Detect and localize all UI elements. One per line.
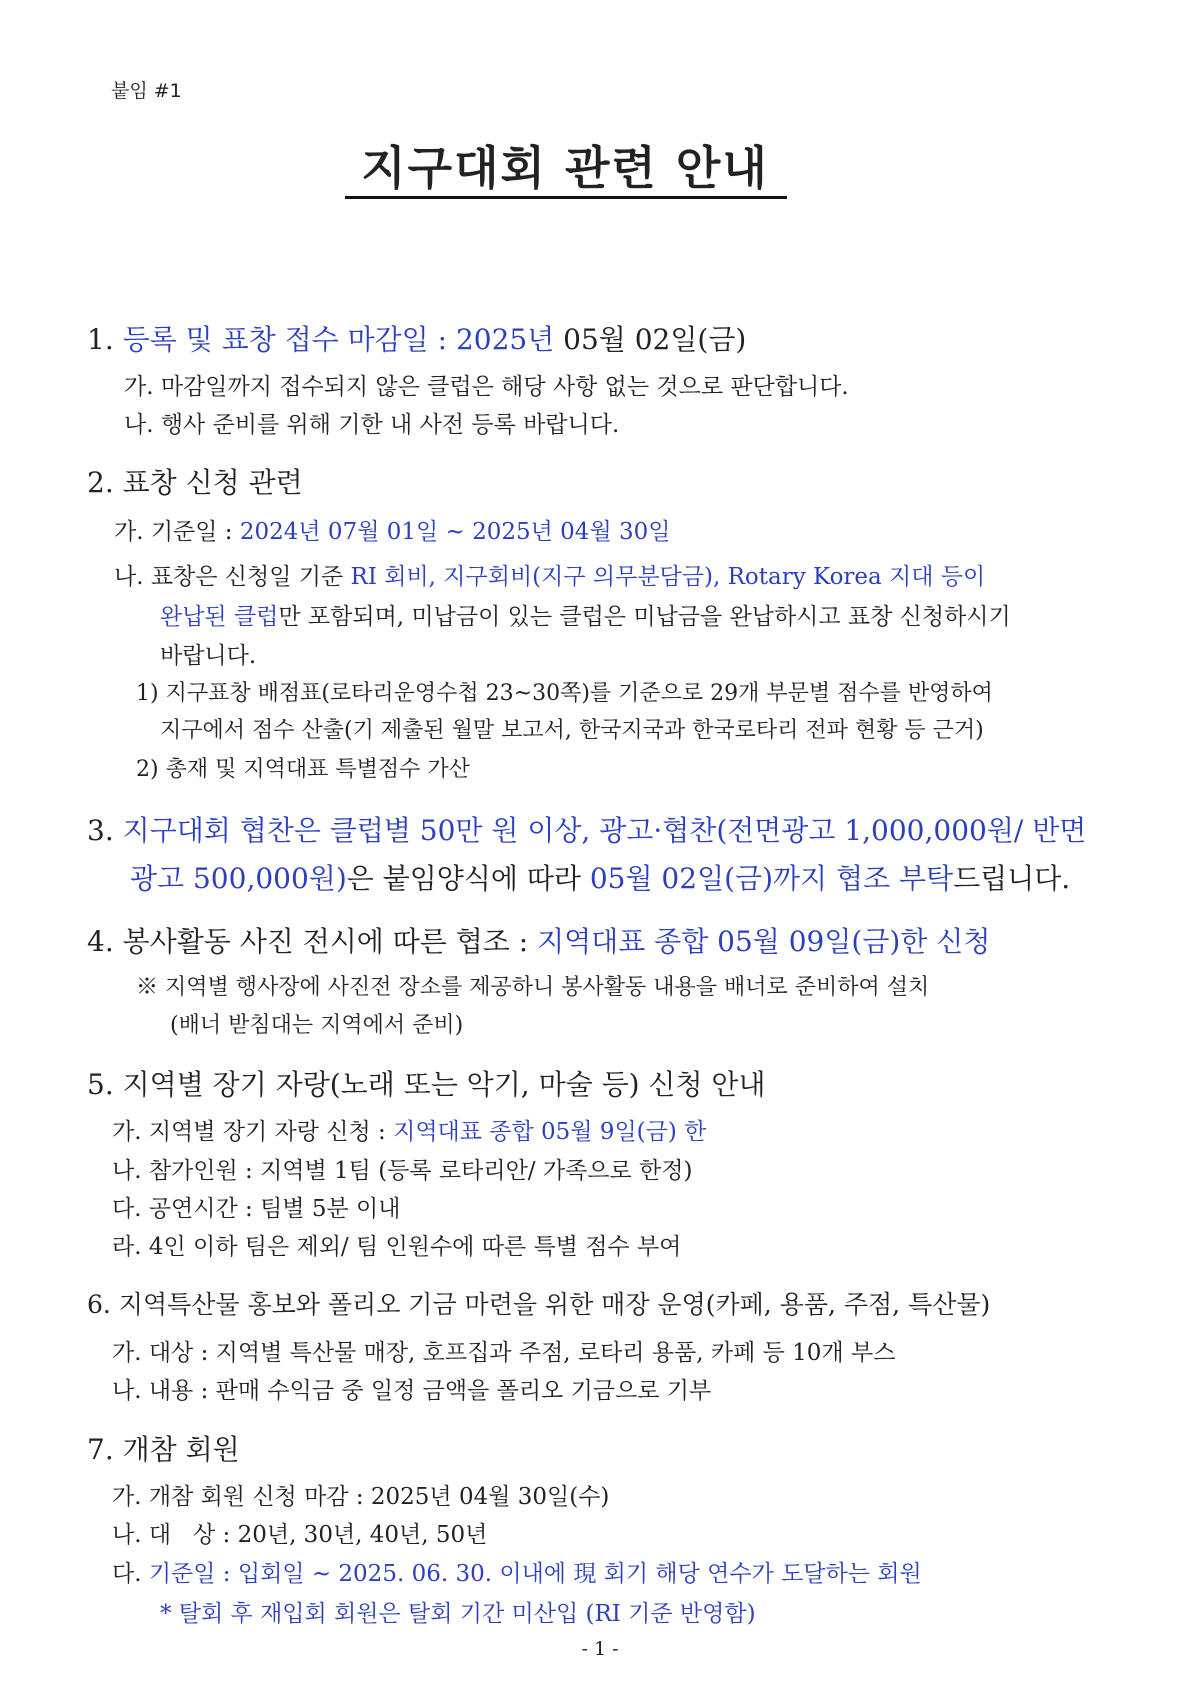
section-5-item-a-label: 가. 지역별 장기 자랑 신청 : [112,1119,394,1145]
section-7-note: * 탈회 후 재입회 회원은 탈회 기간 미산입 (RI 기준 반영함) [160,1601,756,1627]
section-4-note-line2: (배너 받침대는 지역에서 준비) [170,1013,464,1038]
section-3-form-text: 은 붙임양식에 따라 [346,862,590,895]
section-2-item-b-fees: RI 회비, 지구회비(지구 의무분담금), Rotary Korea 지대 등이 [350,564,986,590]
section-2-item-a-label: 가. 기준일 : [114,519,240,545]
section-3-closing: 드립니다. [953,862,1071,895]
section-2-item-a [114,513,670,546]
section-5-item-a-deadline: 지역대표 종합 05월 9일(금) 한 [393,1119,707,1145]
section-6-item-b: 나. 내용 : 판매 수익금 중 일정 금액을 폴리오 기금으로 기부 [112,1378,712,1404]
title-underline [345,196,787,199]
section-1-item-a: 가. 마감일까지 접수되지 않은 클럽은 해당 사항 없는 것으로 판단합니다. [124,374,849,400]
section-5-heading: 5. 지역별 장기 자랑(노래 또는 악기, 마술 등) 신청 안내 [87,1068,766,1101]
section-2-item-b-line3: 바랍니다. [160,643,257,669]
section-7-item-c [112,1555,922,1588]
section-5-item-d: 라. 4인 이하 팀은 제외/ 팀 인원수에 따른 특별 점수 부여 [112,1234,682,1260]
section-5-item-c: 다. 공연시간 : 팀별 5분 이내 [112,1196,401,1222]
section-3-line1 [87,809,1086,849]
section-3-deadline: 05월 02일(금)까지 협조 부탁 [589,862,954,895]
section-2-item-b-rest: 만 포함되며, 미납금이 있는 클럽은 미납금을 완납하시고 표창 신청하시기 [278,604,1011,630]
section-7-heading: 7. 개참 회원 [87,1433,240,1466]
page-number: - 1 - [581,1638,619,1660]
section-3-number: 3. [87,814,123,847]
section-1-heading [87,318,746,358]
section-4-deadline: 지역대표 종합 05월 09일(금)한 신청 [537,925,991,958]
section-1-title-blue: 등록 및 표창 접수 마감일 : 2025년 [122,323,555,356]
section-5-item-a [112,1113,706,1146]
section-5-item-b: 나. 참가인원 : 지역별 1팀 (등록 로타리안/ 가족으로 한정) [112,1158,693,1184]
section-7-item-a: 가. 개참 회원 신청 마감 : 2025년 04월 30일(수) [112,1484,610,1510]
section-7-item-c-label: 다. [112,1561,149,1587]
section-2-item-b-line1 [114,558,985,591]
section-2-subitem-1-line1: 1) 지구표창 배점표(로타리운영수첩 23~30쪽)를 기준으로 29개 부문별 점수를 반영하여 [136,681,993,706]
section-2-subitem-2: 2) 총재 및 지역대표 특별점수 가산 [136,757,470,782]
section-7-item-b: 나. 대 상 : 20년, 30년, 40년, 50년 [112,1522,488,1548]
section-1-number: 1. [87,323,114,356]
section-2-item-b-paid-clubs: 완납된 클럽 [160,604,279,630]
section-4-heading [87,920,990,960]
section-2-item-b-line2 [160,598,1011,631]
attachment-label: 붙임 #1 [111,80,182,102]
document-title: 지구대회 관련 안내 [361,141,769,195]
section-2-item-b-label: 나. 표창은 신청일 기준 [114,564,351,590]
section-3-sponsorship: 지구대회 협찬은 클럽별 50만 원 이상, 광고·협찬(전면광고 1,000,000원/ 반면 [122,814,1087,847]
section-3-line2 [130,857,1070,897]
section-2-item-a-period: 2024년 07월 01일 ~ 2025년 04월 30일 [239,519,671,545]
section-7-item-c-criteria: 기준일 : 입회일 ~ 2025. 06. 30. 이내에 現 회기 해당 연수가 도달하는 회원 [148,1561,922,1587]
section-4-label: 4. 봉사활동 사진 전시에 따른 협조 : [87,925,538,958]
section-2-subitem-1-line2: 지구에서 점수 산출(기 제출된 월말 보고서, 한국지국과 한국로타리 전파 현황 등 근거) [160,718,984,743]
section-4-note-line1: ※ 지역별 행사장에 사진전 장소를 제공하니 봉사활동 내용을 배너로 준비하여 설치 [136,975,930,1000]
section-3-half-ad: 광고 500,000원) [130,862,347,895]
section-1-item-b: 나. 행사 준비를 위해 기한 내 사전 등록 바랍니다. [124,412,620,438]
section-6-heading: 6. 지역특산물 홍보와 폴리오 기금 마련을 위한 매장 운영(카페, 용품, 주점, 특산물) [87,1290,991,1319]
section-6-item-a: 가. 대상 : 지역별 특산물 매장, 호프집과 주점, 로타리 용품, 카페 등 10개 부스 [112,1340,896,1366]
section-2-heading: 2. 표창 신청 관련 [87,466,303,499]
section-1-title-date: 05월 02일(금) [554,323,747,356]
